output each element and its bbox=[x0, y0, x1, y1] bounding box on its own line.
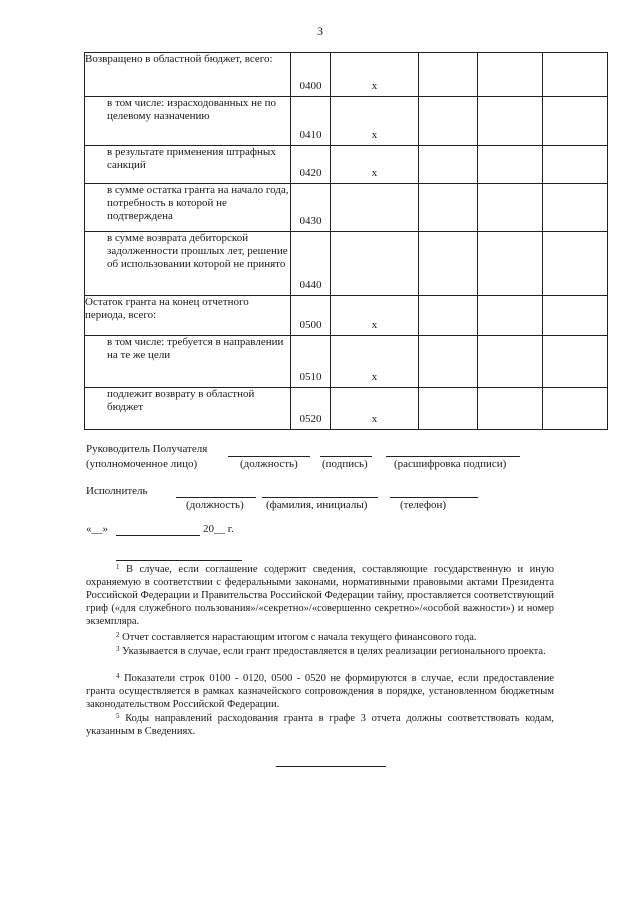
footnote-text: В случае, если соглашение содержит сведения, составляющие государственную и иную охраняемую в соответствии с федеральными законами, нормативными правовыми актами Президента Российской Федерации и Правительства Российской Федерации тайну, проставляется соответствующий гриф («для служебного пользования»/«секретно»/«совершенно секретно»/«особой важности») и номер экземпляра. bbox=[86, 564, 555, 627]
value-cell bbox=[478, 388, 543, 430]
table-row bbox=[85, 336, 608, 388]
table-row bbox=[85, 232, 608, 296]
position-line bbox=[228, 456, 310, 457]
table-row bbox=[85, 388, 608, 430]
table-row bbox=[85, 53, 608, 97]
footnote-number: 2 bbox=[116, 631, 120, 639]
row-label: в сумме остатка гранта на начало года, потребность в которой не подтверждена bbox=[85, 184, 291, 232]
head-signature-caption: (подпись) bbox=[322, 458, 368, 470]
row-code: 0500 bbox=[291, 296, 331, 336]
executor-phone-caption: (телефон) bbox=[400, 499, 447, 511]
row-mark bbox=[331, 232, 419, 296]
closing-line bbox=[276, 766, 386, 767]
row-code: 0510 bbox=[291, 336, 331, 388]
executor-label: Исполнитель bbox=[86, 485, 148, 497]
executor-phone-line bbox=[390, 497, 478, 498]
row-code: 0520 bbox=[291, 388, 331, 430]
row-label: Возвращено в областной бюджет, всего: bbox=[85, 53, 291, 97]
table-row bbox=[85, 97, 608, 146]
value-cell bbox=[543, 184, 608, 232]
footnote-text: Коды направлений расходования гранта в графе 3 отчета должны соответствовать кодам, указанным в Сведениях. bbox=[86, 713, 555, 737]
signature-line bbox=[320, 456, 372, 457]
executor-name-caption: (фамилия, инициалы) bbox=[266, 499, 368, 511]
value-cell bbox=[419, 232, 478, 296]
executor-position-line bbox=[176, 497, 256, 498]
value-cell bbox=[419, 296, 478, 336]
date-day: «__» bbox=[86, 523, 108, 535]
row-label: в сумме возврата дебиторской задолженности прошлых лет, решение об использовании которой не принято bbox=[85, 232, 291, 296]
value-cell bbox=[543, 97, 608, 146]
date-year: 20__ г. bbox=[203, 523, 234, 535]
row-mark: x bbox=[331, 146, 419, 184]
head-position-caption: (должность) bbox=[240, 458, 298, 470]
footnote-1 bbox=[86, 563, 554, 628]
row-label: в том числе: израсходованных не по целевому назначению bbox=[85, 97, 291, 146]
table-row bbox=[85, 184, 608, 232]
row-label: в том числе: требуется в направлении на те же цели bbox=[85, 336, 291, 388]
value-cell bbox=[543, 388, 608, 430]
footnote-number: 5 bbox=[116, 712, 120, 720]
table-row bbox=[85, 146, 608, 184]
value-cell bbox=[419, 388, 478, 430]
footnote-5 bbox=[86, 712, 554, 738]
row-code: 0440 bbox=[291, 232, 331, 296]
value-cell bbox=[478, 184, 543, 232]
footnote-text: Указывается в случае, если грант предоставляется в целях реализации регионального проекта. bbox=[122, 646, 546, 657]
row-code: 0420 bbox=[291, 146, 331, 184]
row-code: 0400 bbox=[291, 53, 331, 97]
footnote-4 bbox=[86, 672, 554, 711]
value-cell bbox=[543, 53, 608, 97]
value-cell bbox=[478, 232, 543, 296]
footnote-number: 1 bbox=[116, 563, 120, 571]
value-cell bbox=[419, 146, 478, 184]
footnote-number: 4 bbox=[116, 672, 120, 680]
row-code: 0410 bbox=[291, 97, 331, 146]
executor-position-caption: (должность) bbox=[186, 499, 244, 511]
value-cell bbox=[419, 336, 478, 388]
value-cell bbox=[478, 336, 543, 388]
value-cell bbox=[478, 53, 543, 97]
row-code: 0430 bbox=[291, 184, 331, 232]
footnote-number: 3 bbox=[116, 645, 120, 653]
report-table bbox=[84, 52, 608, 430]
page-number: 3 bbox=[317, 24, 323, 38]
decoding-line bbox=[386, 456, 520, 457]
row-mark: x bbox=[331, 388, 419, 430]
value-cell bbox=[419, 184, 478, 232]
value-cell bbox=[419, 53, 478, 97]
footnote-text: Отчет составляется нарастающим итогом с начала текущего финансового года. bbox=[122, 632, 477, 643]
row-label: Остаток гранта на конец отчетного периода, всего: bbox=[85, 296, 291, 336]
row-mark: x bbox=[331, 53, 419, 97]
footnote-text: Показатели строк 0100 - 0120, 0500 - 0520 не формируются в случае, если предоставление гранта осуществляется в рамках казначейского сопровождения в порядке, установленном бюджетным законодательством Российской Федерации. bbox=[86, 673, 554, 710]
value-cell bbox=[543, 232, 608, 296]
row-label: подлежит возврату в областной бюджет bbox=[85, 388, 291, 430]
value-cell bbox=[478, 296, 543, 336]
date-month-line bbox=[116, 535, 200, 536]
executor-name-line bbox=[262, 497, 378, 498]
head-label: Руководитель Получателя bbox=[86, 443, 208, 455]
value-cell bbox=[543, 146, 608, 184]
footnote-2 bbox=[86, 631, 554, 644]
row-mark: x bbox=[331, 97, 419, 146]
head-decoding-caption: (расшифровка подписи) bbox=[394, 458, 507, 470]
footnote-separator bbox=[116, 560, 242, 561]
value-cell bbox=[478, 97, 543, 146]
row-mark bbox=[331, 184, 419, 232]
table-row bbox=[85, 296, 608, 336]
row-mark: x bbox=[331, 336, 419, 388]
value-cell bbox=[419, 97, 478, 146]
value-cell bbox=[478, 146, 543, 184]
row-mark: x bbox=[331, 296, 419, 336]
head-sublabel: (уполномоченное лицо) bbox=[86, 458, 198, 470]
value-cell bbox=[543, 336, 608, 388]
footnote-3 bbox=[86, 645, 554, 658]
row-label: в результате применения штрафных санкций bbox=[85, 146, 291, 184]
value-cell bbox=[543, 296, 608, 336]
